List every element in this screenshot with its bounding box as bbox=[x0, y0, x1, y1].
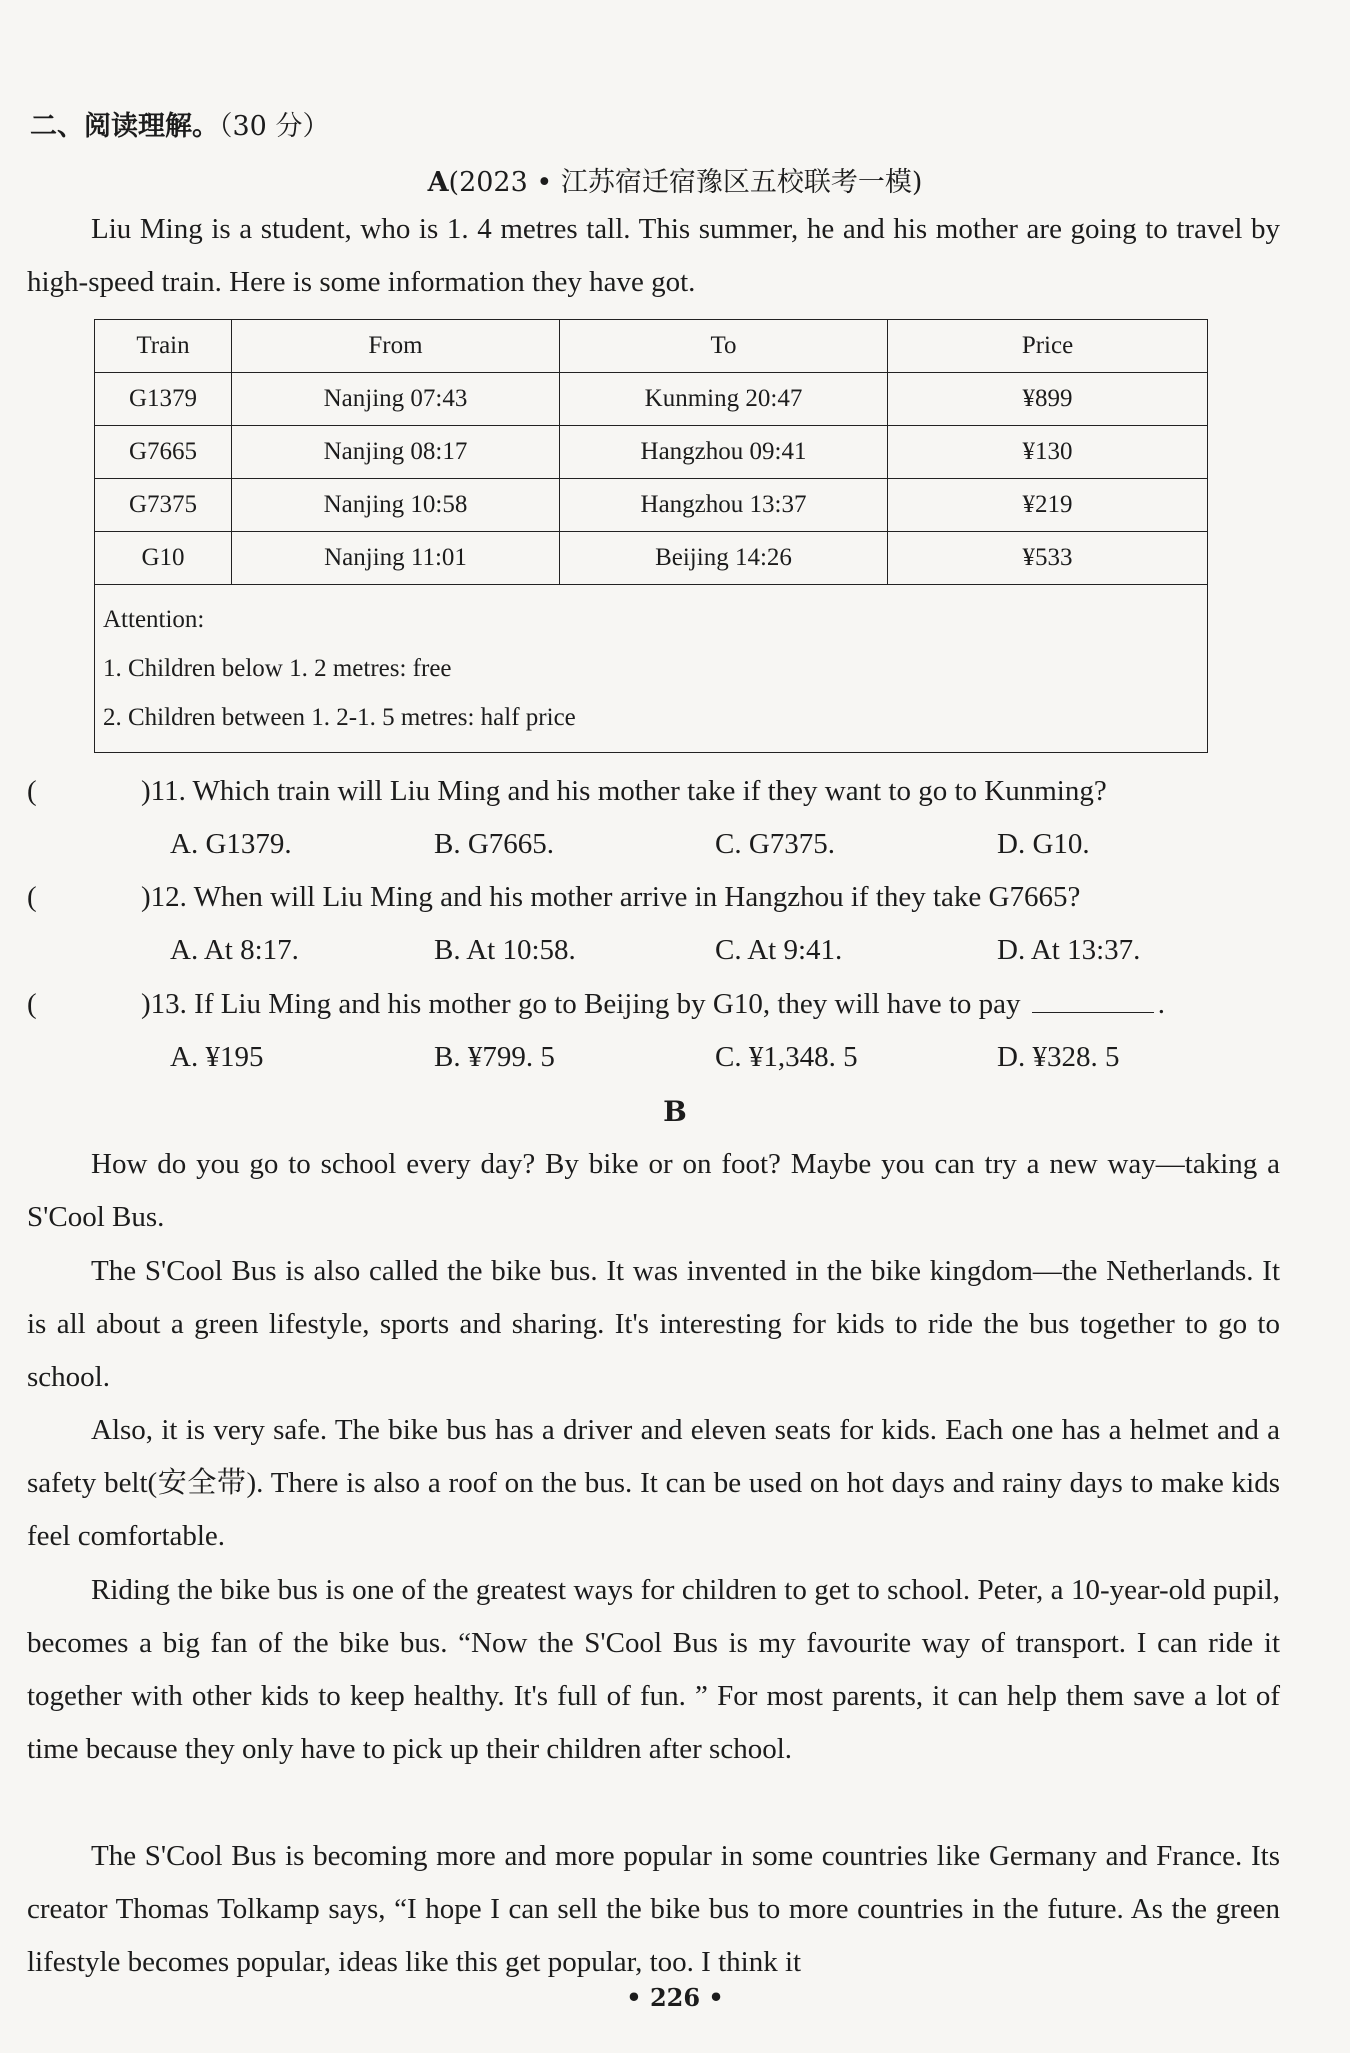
attention-cell bbox=[95, 585, 1208, 753]
question-text: )12. When will Liu Ming and his mother arrive in Hangzhou if they take G7665? bbox=[141, 881, 1081, 913]
table-header-row bbox=[95, 320, 1208, 373]
header-to: To bbox=[560, 320, 888, 373]
answer-paren[interactable]: ( bbox=[27, 988, 37, 1020]
section-title bbox=[30, 104, 329, 143]
cell-train: G1379 bbox=[95, 373, 232, 426]
option-b[interactable]: B. At 10:58. bbox=[434, 934, 576, 966]
header-price: Price bbox=[888, 320, 1208, 373]
passage-a-source: (2023 • 江苏宿迁宿豫区五校联考一模) bbox=[448, 167, 923, 198]
header-train: Train bbox=[95, 320, 232, 373]
cell-to: Beijing 14:26 bbox=[560, 532, 888, 585]
cell-from: Nanjing 11:01 bbox=[232, 532, 560, 585]
section-title-text: 二、阅读理解。 bbox=[30, 111, 219, 142]
cell-to: Hangzhou 09:41 bbox=[560, 426, 888, 479]
answer-paren[interactable]: ( bbox=[27, 775, 37, 807]
passage-a-intro: Liu Ming is a student, who is 1. 4 metres tall. This summer, he and his mother are going to travel by high-speed train. Here is some information they have got. bbox=[27, 213, 1280, 298]
passage-b-paragraph-5: The S'Cool Bus is becoming more and more popular in some countries like Germany and France. Its creator Thomas Tolkamp says, “I hope I can sell the bike bus to more countries in the future. As the green lifestyle becomes popular, ideas like this get popular, too. I think it bbox=[27, 1840, 1280, 1978]
option-list bbox=[27, 828, 1317, 868]
option-a[interactable]: A. At 8:17. bbox=[170, 934, 299, 966]
question-text: )11. Which train will Liu Ming and his mother take if they want to go to Kunming? bbox=[141, 775, 1107, 807]
passage-a-heading bbox=[0, 160, 1350, 199]
cell-price: ¥533 bbox=[888, 532, 1208, 585]
option-list bbox=[27, 1041, 1317, 1081]
train-table bbox=[94, 319, 1208, 753]
passage-b-paragraph-4: Riding the bike bus is one of the greatest ways for children to get to school. Peter, a 10-year-old pupil, becomes a big fan of the bike bus. “Now the S'Cool Bus is my favourite way of transport. I can ride it together with other kids to keep healthy. It's full of fun. ” For most parents, it can help them save a lot of time because they only have to pick up their children after school. bbox=[27, 1574, 1280, 1765]
section-score: （30 分） bbox=[219, 111, 330, 142]
answer-blank[interactable] bbox=[1032, 988, 1154, 1013]
cell-from: Nanjing 10:58 bbox=[232, 479, 560, 532]
option-d[interactable]: D. ¥328. 5 bbox=[997, 1041, 1120, 1073]
option-c[interactable]: C. ¥1,348. 5 bbox=[715, 1041, 858, 1073]
cell-from: Nanjing 08:17 bbox=[232, 426, 560, 479]
cell-to: Kunming 20:47 bbox=[560, 373, 888, 426]
answer-paren[interactable]: ( bbox=[27, 881, 37, 913]
table-row bbox=[95, 426, 1208, 479]
option-c[interactable]: C. At 9:41. bbox=[715, 934, 843, 966]
option-a[interactable]: A. ¥195 bbox=[170, 1041, 264, 1073]
option-b[interactable]: B. G7665. bbox=[434, 828, 555, 860]
attention-rule-2: 2. Children between 1. 2-1. 5 metres: half price bbox=[103, 704, 576, 731]
option-list bbox=[27, 934, 1317, 974]
option-c[interactable]: C. G7375. bbox=[715, 828, 836, 860]
header-from: From bbox=[232, 320, 560, 373]
option-b[interactable]: B. ¥799. 5 bbox=[434, 1041, 555, 1073]
cell-train: G7375 bbox=[95, 479, 232, 532]
cell-train: G7665 bbox=[95, 426, 232, 479]
cell-price: ¥219 bbox=[888, 479, 1208, 532]
question-text-end: . bbox=[1157, 988, 1166, 1020]
table-row bbox=[95, 479, 1208, 532]
passage-a-letter: A bbox=[427, 167, 449, 198]
question-text: )13. If Liu Ming and his mother go to Beijing by G10, they will have to pay bbox=[141, 988, 1021, 1020]
option-d[interactable]: D. At 13:37. bbox=[997, 934, 1141, 966]
cell-from: Nanjing 07:43 bbox=[232, 373, 560, 426]
cell-price: ¥130 bbox=[888, 426, 1208, 479]
attention-row bbox=[95, 585, 1208, 753]
attention-rule-1: 1. Children below 1. 2 metres: free bbox=[103, 655, 452, 682]
cell-price: ¥899 bbox=[888, 373, 1208, 426]
passage-b-paragraph-3: Also, it is very safe. The bike bus has a driver and eleven seats for kids. Each one has a helmet and a safety belt(安全带). There is also a roof on the bus. It can be used on hot days and rainy days to make kids feel comfortable. bbox=[27, 1414, 1280, 1552]
cell-train: G10 bbox=[95, 532, 232, 585]
passage-b-heading: B bbox=[663, 1095, 687, 1128]
question-text-wrap bbox=[141, 988, 1165, 1021]
page-number: • 226 • bbox=[626, 1983, 724, 2012]
cell-to: Hangzhou 13:37 bbox=[560, 479, 888, 532]
attention-title: Attention: bbox=[103, 606, 205, 633]
option-d[interactable]: D. G10. bbox=[997, 828, 1090, 860]
option-a[interactable]: A. G1379. bbox=[170, 828, 292, 860]
table-row bbox=[95, 532, 1208, 585]
passage-b-paragraph-1: How do you go to school every day? By bike or on foot? Maybe you can try a new way—taking a S'Cool Bus. bbox=[27, 1148, 1280, 1233]
passage-b-paragraph-2: The S'Cool Bus is also called the bike bus. It was invented in the bike kingdom—the Netherlands. It is all about a green lifestyle, sports and sharing. It's interesting for kids to ride the bus together to go to school. bbox=[27, 1255, 1280, 1393]
table-row bbox=[95, 373, 1208, 426]
